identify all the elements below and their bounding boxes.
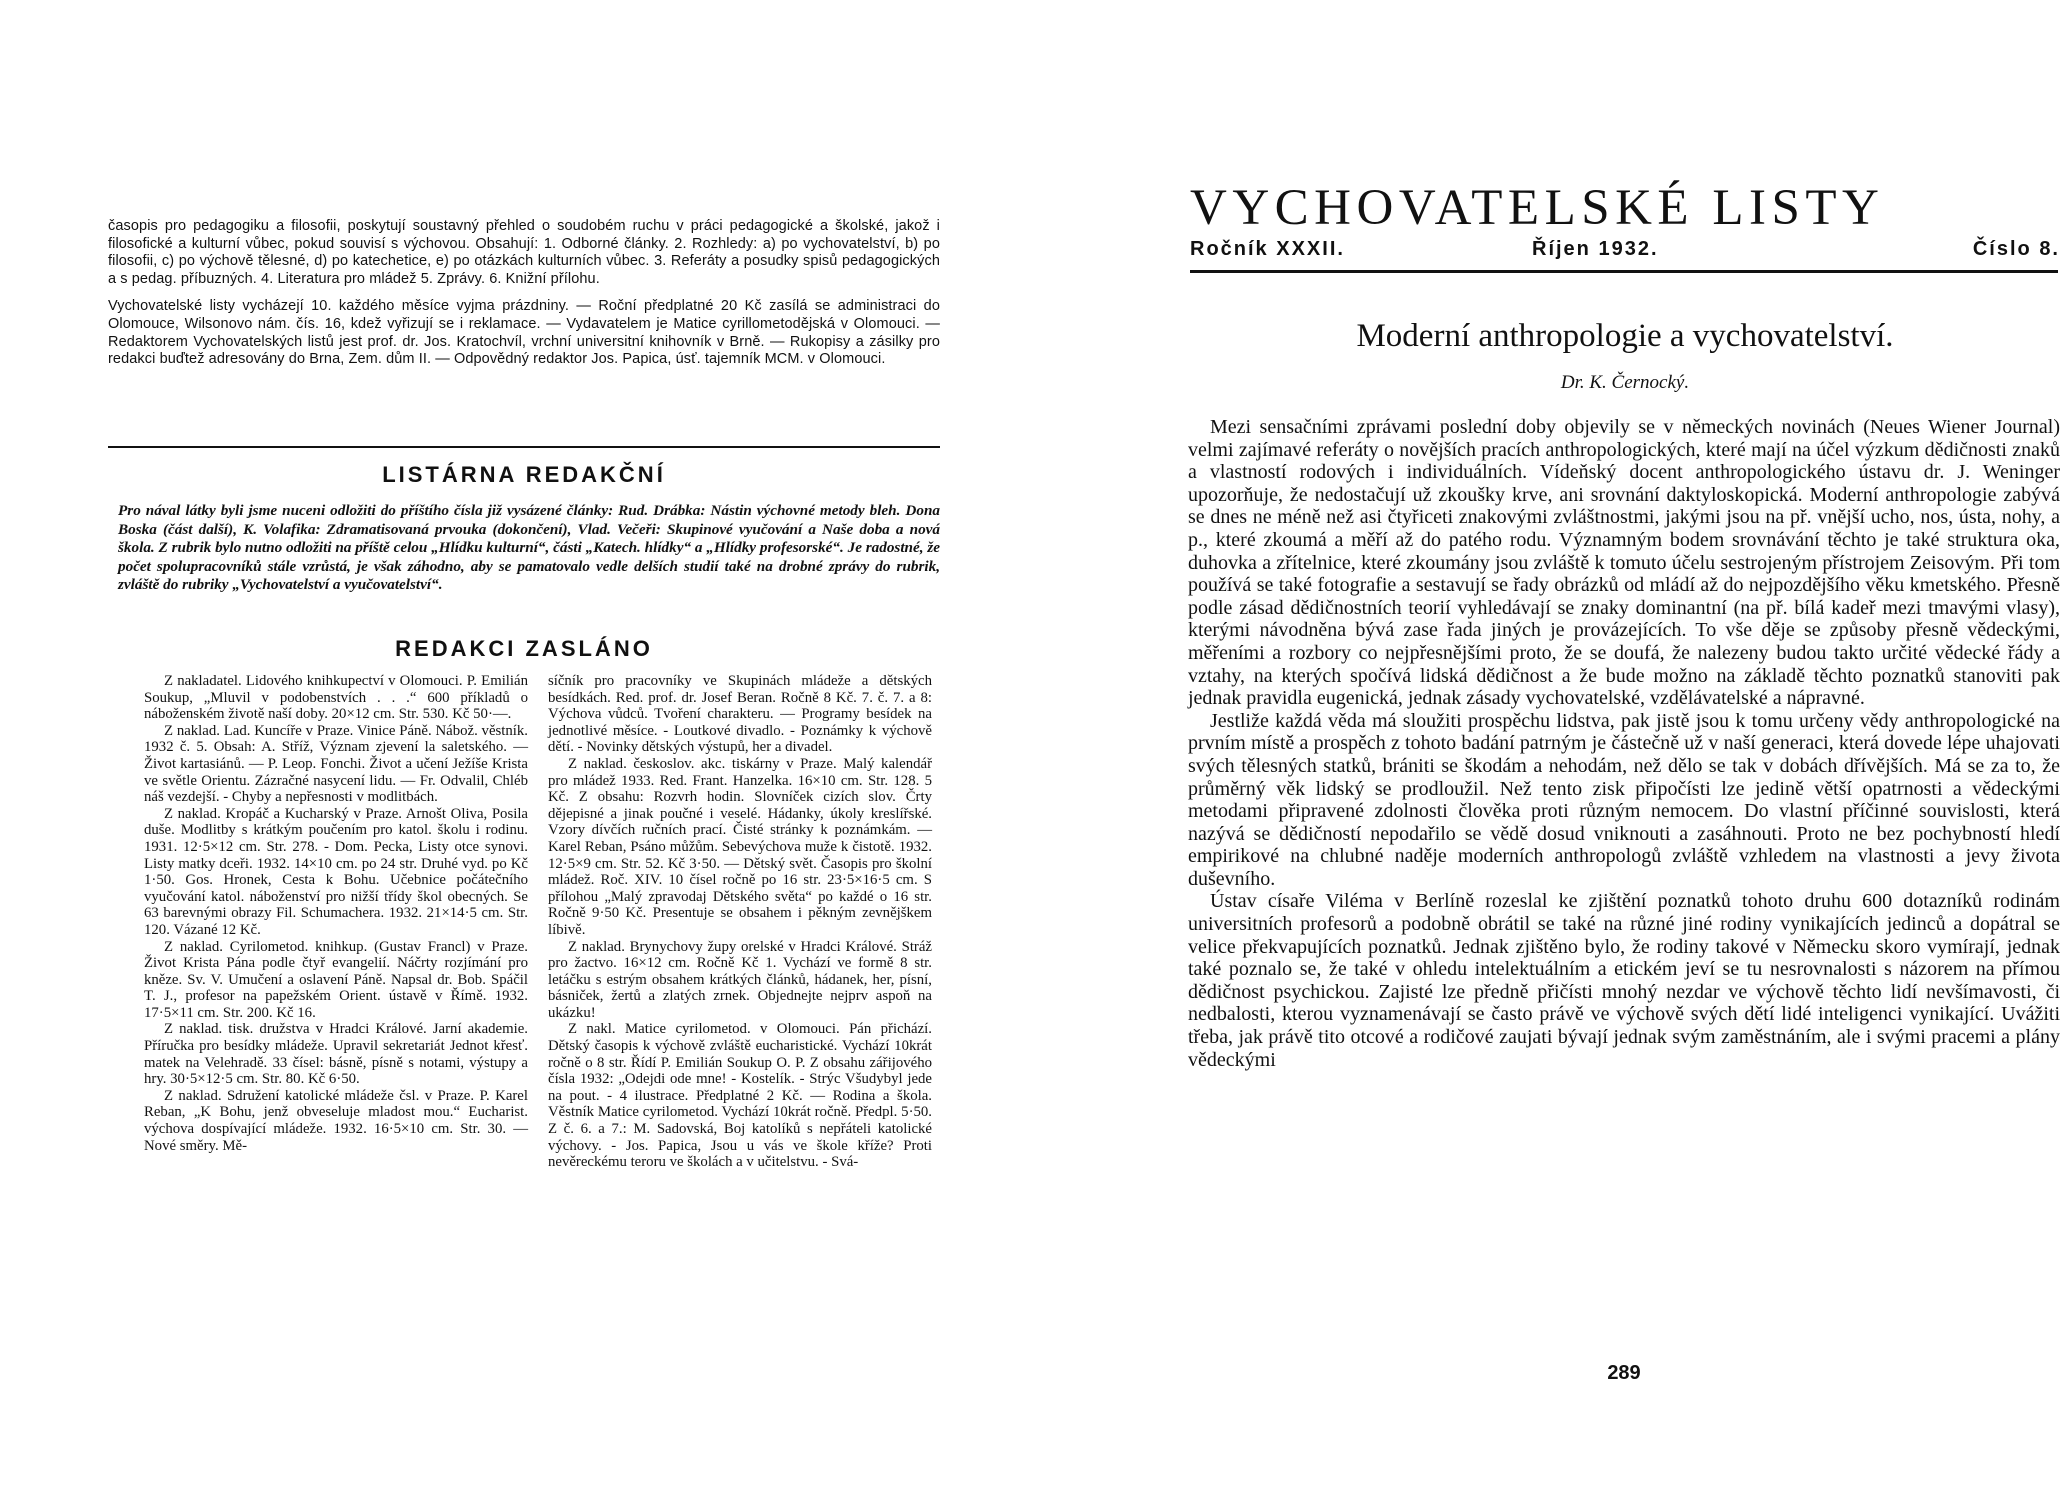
volume-label: Ročník XXXII.: [1190, 238, 1345, 260]
issue-number: Číslo 8.: [1972, 238, 2060, 260]
zaslano-heading: REDAKCI ZASLÁNO: [395, 636, 653, 661]
article-title: Moderní anthropologie a vychovatelství.: [1356, 318, 1894, 354]
right-page: [1060, 0, 2064, 1500]
list-item: Z naklad. Sdružení katolické mládeže čsl. v Praze. P. Karel Reban, „K Bohu, jenž obveseluje mladost mou.“ Eucharist. výchova dospívající mládeže. 1932. 16·5×10 cm. Str. 30. — Nové směry. Mě-: [144, 1087, 528, 1154]
masthead-rule: [1190, 270, 2058, 273]
list-item: Z naklad. Cyrilometod. knihkup. (Gustav Francl) v Praze. Život Krista Pána podle čtyř evangelií. Náčrty rozjímání pro kněze. Sv. V. Umučení a oslavení Páně. Napsal dr. Bob. Spáčil T. J., profesor na papežském Orient. ústavě v Římě. 1932. 17·5×11 cm. Str. 200. Kč 16.: [144, 938, 528, 1021]
journal-subscription-info: Vychovatelské listy vycházejí 10. každého měsíce vyjma prázdniny. — Roční předplatné 20 Kč zasílá se administraci do Olomouce, Wilsonovo nám. čís. 16, kdež vyřizují se i reklamace. — Vydavatelem je Matice cyrillometodějská v Olomouci. — Redaktorem Vychovatelských listů jest prof. dr. Jos. Kratochvíl, vrchní universitní knihovník v Brně. — Rukopisy a zásilky pro redakci buďtež adresovány do Brna, Zem. dům II. — Odpovědný redaktor Jos. Papica, úsť. tajemník MCM. v Olomouci.: [108, 298, 940, 368]
list-item: síčník pro pracovníky ve Skupinách mládeže a dětských besídkách. Red. prof. dr. Josef Beran. Ročně 8 Kč. 7. č. 7. a 8: Výchova vůdců. Tvoření charakteru. — Programy besídek na jednotlivé měsíce. - Loutkové divadlo. - Poznámky k výchově dětí. - Novinky dětských výstupů, her a divadel.: [548, 673, 932, 756]
listarna-heading: LISTÁRNA REDAKČNÍ: [382, 462, 666, 487]
issue-date: Říjen 1932.: [1532, 238, 1659, 260]
left-page: [0, 0, 1000, 1500]
list-item: Z naklad. Brynychovy župy orelské v Hradci Králové. Stráž pro žactvo. 16×12 cm. Ročně Kč 1. Vychází ve formě 8 str. letáčku s estrým obsahem krátkých článků, hádanek, her, písní, básniček, žertů a zlatých zrnek. Objednejte nejprv aspoň na ukázku!: [548, 938, 932, 1021]
zaslano-column-2: [548, 673, 932, 1171]
page-number: 289: [1607, 1362, 1641, 1384]
article-paragraph: Jestliže každá věda má sloužiti prospěchu lidstva, pak jistě jsou k tomu určeny vědy anthropologické na prvním místě a prospěch z tohoto badání patrným je částečně už v naší generaci, která dovede lépe uhajovati svých tělesných statků, brániti se škodám a nehodám, než dělo se tak v dobách dřívějších. Má se za to, že průměrný věk lidský se prodloužil. Než tento zisk připočísti lze jedině větší opatrnosti a vědeckými metodami připravené zdolnosti člověka proti různým nemocem. Do vlastní příčinné souvislosti, která nazývá se dědičností nepodařilo se vědě dosud vniknouti a zasáhnouti. Proto ne bez pochybností hledí empirikové na chlubné naděje moderních anthropologů zvláště vzhledem na vlastnosti a jevy života duševního.: [1188, 709, 2060, 890]
zaslano-column-1: [144, 673, 528, 1154]
list-item: Z naklad. Kropáč a Kucharský v Praze. Arnošt Oliva, Posila duše. Modlitby s krátkým poučením pro katol. školu i rodinu. 1931. 12·5×12 cm. Str. 278. - Dom. Pecka, Listy otce synovi. Listy matky dceři. 1932. 14×10 cm. po 24 str. Druhé vyd. po Kč 1·50. Gos. Hronek, Cesta k Bohu. Učebnice počátečního vyučování katol. náboženství pro nižší třídy škol obecných. Se 63 barevnými obrazy Fil. Schumachera. 1932. 21×14·5 cm. Str. 120. Vázané 12 Kč.: [144, 805, 528, 938]
list-item: Z naklad. Lad. Kuncíře v Praze. Vinice Páně. Nábož. věstník. 1932 č. 5. Obsah: A. Stříž, Význam zjevení la saletského. — Život kartasiánů. — P. Leop. Fonchi. Život a učení Ježíše Krista ve světle Orientu. Zázračné nasycení lidu. — Fr. Odvalil, Chléb náš vezdejší. - Chyby a nepřesnosti v modlitbách.: [144, 722, 528, 806]
list-item: Z naklad. českoslov. akc. tiskárny v Praze. Malý kalendář pro mládež 1933. Red. Frant. Hanzelka. 16×10 cm. Str. 128. 5 Kč. Z obsahu: Rozvrh hodin. Slovníček cizích slov. Črty dějepisné a jinak poučné i veselé. Hádanky, úkoly kreslířské. Vzory dívčích ručních prací. Čisté stránky k poznámkám. — Karel Reban, Psáno můžům. Sebevýchova muže k čistotě. 1932. 12·5×9 cm. Str. 52. Kč 3·50. — Dětský svět. Časopis pro školní mládež. Roč. XIV. 10 čísel ročně po 16 str. 23·5×16·5 cm. S přílohou „Malý zpravodaj Dětského světa“ po každé o 16 str. Ročně 9·50 Kč. Presentuje se obsahem i pěkným zevnějškem líbivě.: [548, 755, 932, 938]
article-body: [1188, 416, 2060, 1071]
journal-description: časopis pro pedagogiku a filosofii, poskytují soustavný přehled o soudobém ruchu v práci pedagogické a školské, jakož i filosofické a kulturní vůbec, pokud souvisí s výchovou. Obsahují: 1. Odborné články. 2. Rozhledy: a) po vychovatelství, b) po filosofii, c) po výchově tělesné, d) po katechetice, e) po otázkách kulturních vůbec. 3. Referáty a posudky spisů pedagogických a s pedag. příbuzných. 4. Literatura pro mládež 5. Zprávy. 6. Knižní přílohu.: [108, 218, 940, 287]
list-item: Z nakladatel. Lidového knihkupectví v Olomouci. P. Emilián Soukup, „Mluvil v podobenstvích . . .“ 600 příkladů o náboženském životě naší doby. 20×12 cm. Str. 530. Kč 50·—.: [144, 673, 528, 723]
journal-title: VYCHOVATELSKÉ LISTY: [1190, 180, 1885, 236]
journal-info: [108, 218, 940, 379]
list-item: Z nakl. Matice cyrilometod. v Olomouci. Pán přichází. Dětský časopis k výchově zvláště eucharistické. Vychází 10krát ročně o 8 str. Řídí P. Emilián Soukup O. P. Z obsahu zářijového čísla 1932: „Odejdi ode mne! - Kostelík. - Strýc Všudybyl jede na pout. - 4 ilustrace. Předplatné 2 Kč. — Rodina a škola. Věstník Matice cyrilometod. Vychází 10krát ročně. Předpl. 5·50. Z č. 6. a 7.: M. Sadovská, Boj katolíků s nepřáteli katolické výchovy. - Jos. Papica, Jsou u vás ve škole kříže? Proti nevěreckému teroru ve školách a v učitelstvu. - Svá-: [548, 1021, 932, 1171]
article-paragraph: Ústav císaře Viléma v Berlíně rozeslal ke zjištění poznatků tohoto druhu 600 dotazníků rodinám universitních profesorů a podobně obrátil se také na různé jiné rodiny vynikajících jedinců a dopátral se velice překvapujících poznatků. Jednak zjištěno bylo, že rodiny takové v Německu skoro vymírají, jednak také poznalo se, že také v ohledu intelektuálním a etickém jeví se tu nesrovnalosti s názorem na přímou dědičnost psychickou. Zajisté lze předně přičísti mnohý nezdar ve výchově těchto lidí nevšímavosti, či nedbalosti, kterou vyznamenávají se často právě ve výchově svých dětí lidé inteligenci vynikající. Uvážiti třeba, jak právě tito otcové a rodičové zaujati bývají jednak svým zaměstnáním, ale i svými pracemi a plány vědeckými: [1188, 890, 2060, 1071]
list-item: Z naklad. tisk. družstva v Hradci Králové. Jarní akademie. Příručka pro besídky mládeže. Upravil sekretariát Jednot křesť. matek na Velehradě. 33 čísel: básně, písně s notami, výstupy a hry. 30·5×12·5 cm. Str. 80. Kč 6·50.: [144, 1021, 528, 1088]
listarna-text: Pro nával látky byli jsme nuceni odložiti do příštího čísla již vysázené články: Rud. Drábka: Nástin výchovné metody bleh. Dona Boska (část další), K. Volafika: Zdramatisovaná prvouka (dokončení), Vlad. Večeři: Skupinové vyučování a Naše doba a nová škola. Z rubrik bylo nutno odložiti na příště celou „Hlídku kulturní“, části „Katech. hlídky“ a „Hlídky profesorské“. Je radostné, že počet spolupracovníků stále vzrůstá, je však záhodno, aby se pamatovalo vedle delších studií také na drobné zprávy do rubrik, zvláště do rubriky „Vychovatelství a vyučovatelství“.: [118, 502, 940, 594]
article-author: Dr. K. Černocký.: [1560, 372, 1690, 393]
divider-rule: [108, 446, 940, 448]
article-paragraph: Mezi sensačními zprávami poslední doby objevily se v německých novinách (Neues Wiener Journal) velmi zajímavé referáty o novějších pracích anthropologických, které mají na účel výzkum dědičnosti znaků a vlastností rodových i individuálních. Vídeňský docent anthropologického ústavu dr. J. Weninger upozorňuje, že nedostačují už zkoušky krve, ani srovnání daktyloskopická. Moderní anthropologie zabývá se dnes ne méně než asi čtyřiceti znakovými zvláštnostmi, jakými jsou na př. vnější ucho, nos, ústa, nohy, a p., které zkoumá a měří až do patého rodu. Významným bodem srovnávání těchto je také struktura oka, duhovka a zřítelnice, které zkoumány jsou zvláště k tomuto účelu sestrojeným přístrojem Zeisovým. Při tom používá se také fotografie a sestavují se řady obrázků od mládí až do nejpozdějšího věku kmetského. Přesně podle zásad dědičnostních teorií vyhledávají se znaky dominantní (na př. bílá kadeř mezi tmavými vlasy), kterými návodněna bývá zase řada jiných je provázejících. To vše děje se způsoby přesně vědeckými, měřeními a rozbory co nejpřesnějšími proto, že se doufá, že nalezeny budou takto určité vědecké řády a vztahy, na kterých spočívá lidská dědičnost a že bude možno na základě těchto poznatků stanoviti pak jednak pravidla eugenická, jednak zásady vychovatelské, vzdělávatelské a nápravné.: [1188, 416, 2060, 710]
